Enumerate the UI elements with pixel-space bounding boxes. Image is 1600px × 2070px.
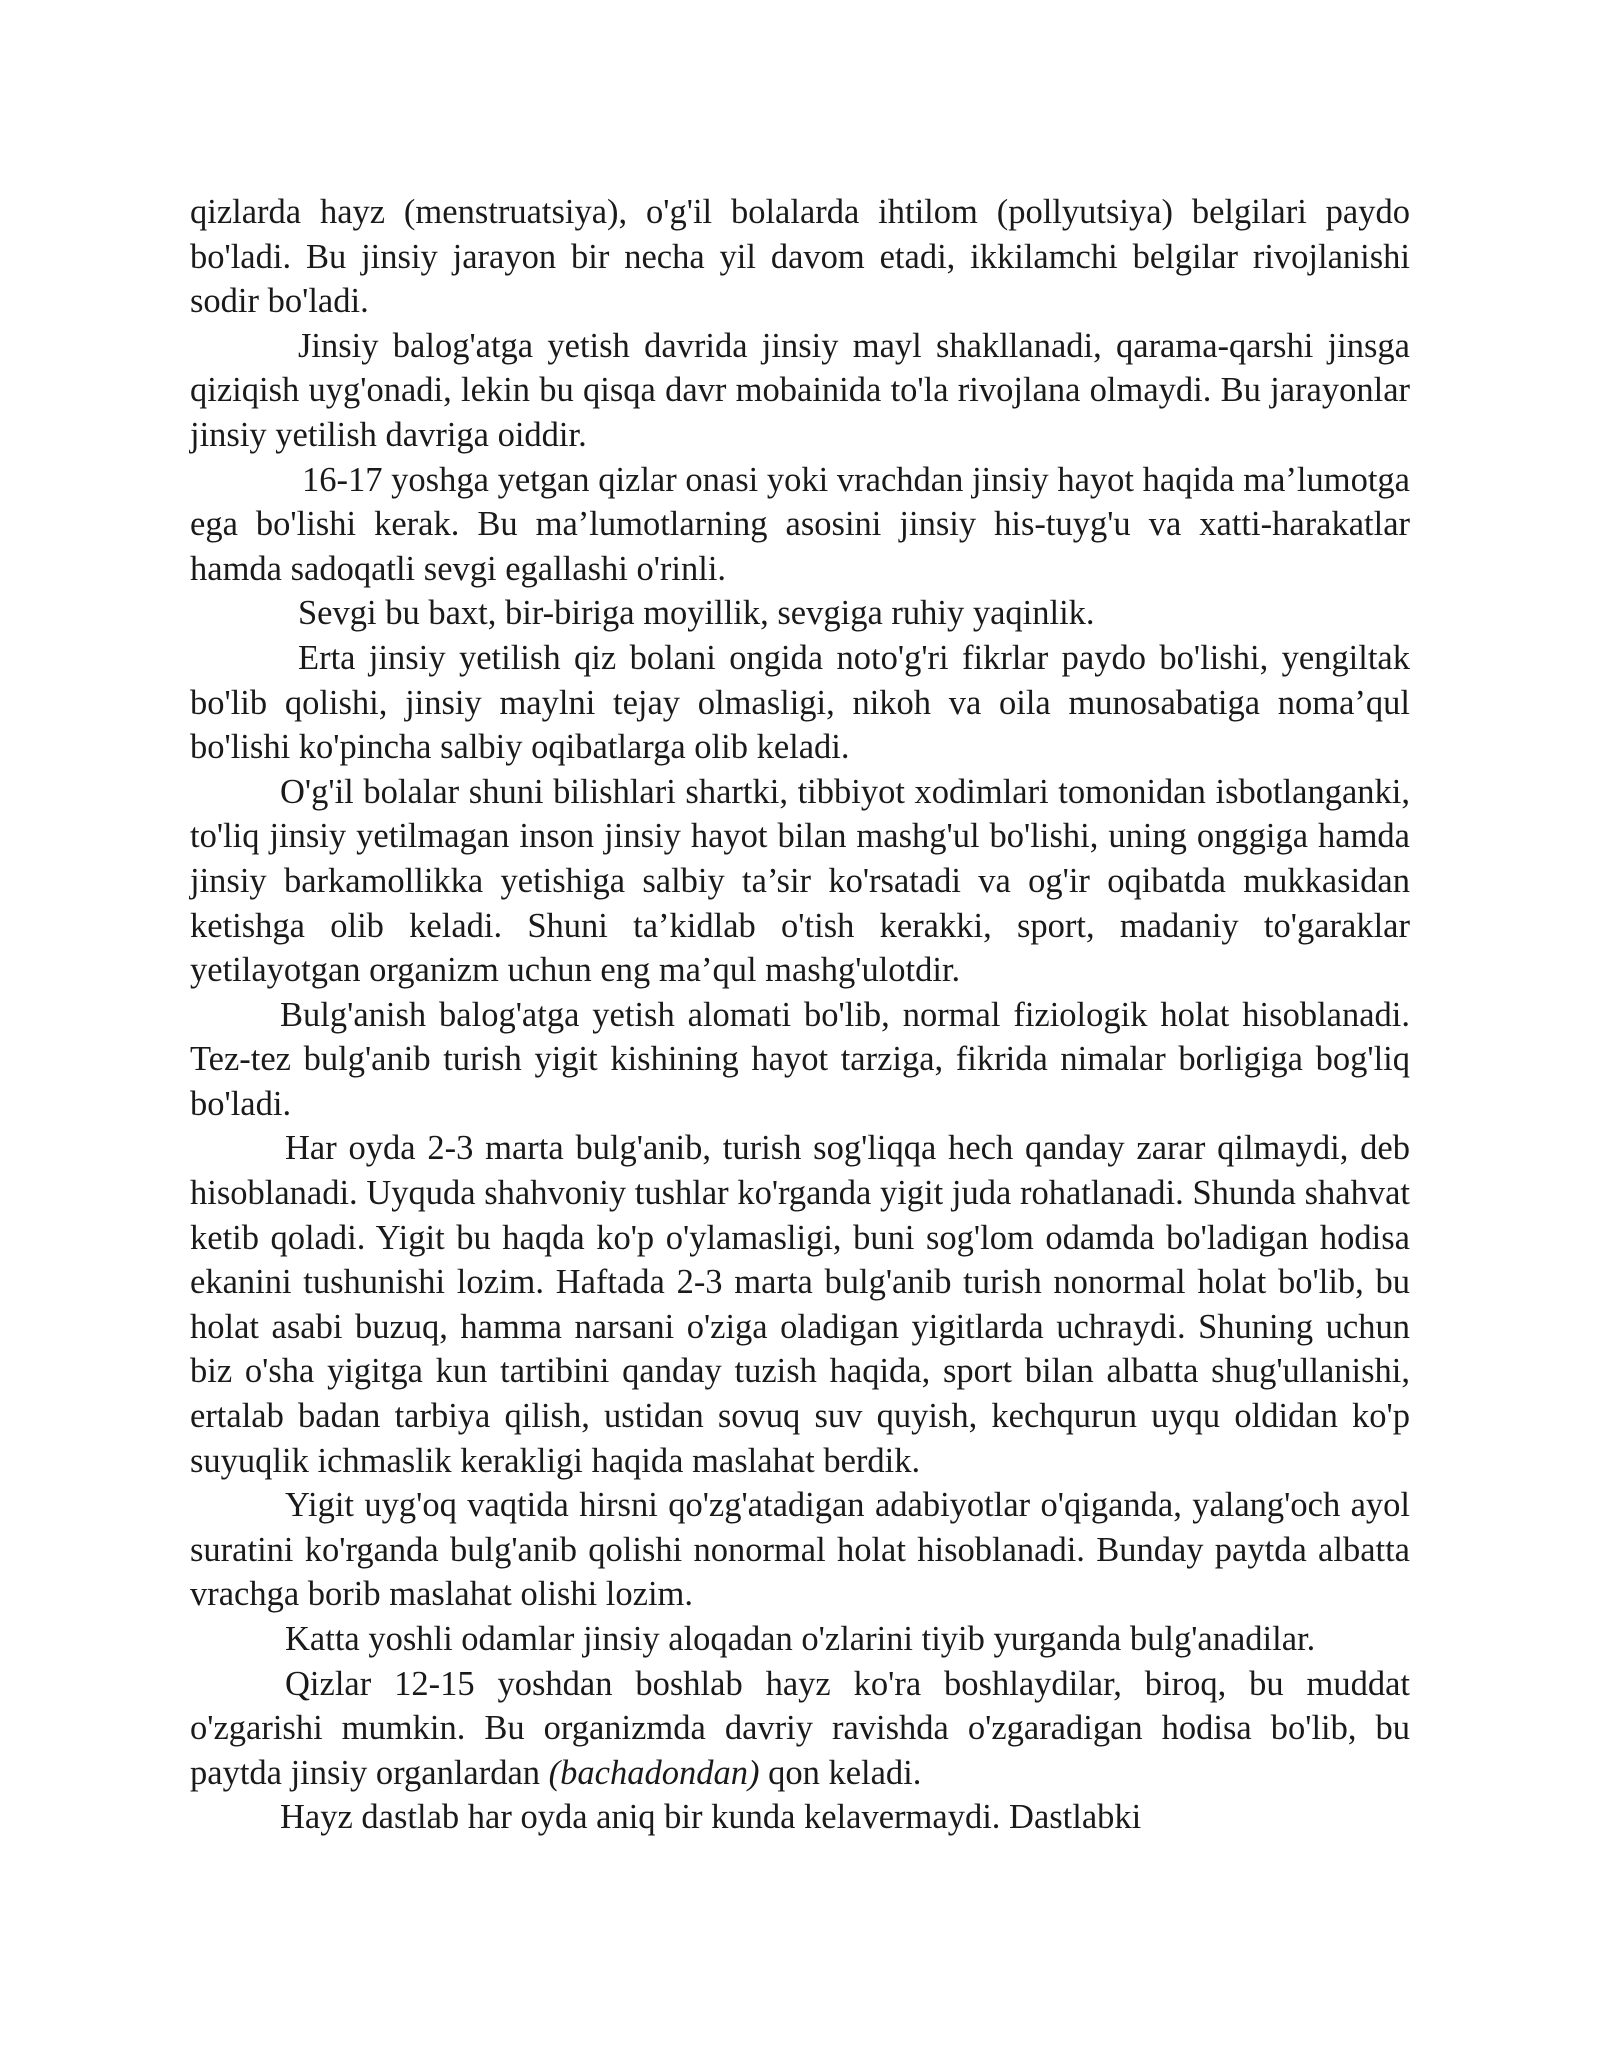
paragraph-7: Bulg'anish balog'atga yetish alomati bo'lib, normal fiziologik holat hisoblanadi. Tez-tez bulg'anib turish yigit kishining hayot tarziga, fikrida nimalar borligiga bog'liq bo'ladi. — [190, 995, 1410, 1123]
document-page — [190, 190, 1410, 1840]
paragraph-3: 16-17 yoshga yetgan qizlar onasi yoki vrachdan jinsiy hayot haqida ma’lumotga ega bo'lishi kerak. Bu ma’lumotlarning asosini jinsiy his-tuyg'u va xatti-harakatlar hamda sadoqatli sevgi egallashi o'rinli. — [190, 460, 1410, 588]
paragraph-2: Jinsiy balog'atga yetish davrida jinsiy mayl shakllanadi, qarama-qarshi jinsga qiziqish uyg'onadi, lekin bu qisqa davr mobainida to'la rivojlana olmaydi. Bu jarayonlar jinsiy yetilish davriga oiddir. — [190, 326, 1410, 454]
paragraph-11-text-end: qon keladi. — [759, 1753, 922, 1792]
paragraph-11 — [190, 1662, 1410, 1796]
paragraph-11-text-start: Qizlar 12-15 yoshdan boshlab hayz ko'ra boshlaydilar, biroq, bu muddat o'zgarishi mumkin. Bu organizmda davriy ravishda o'zgaradigan hodisa bo'lib, bu paytda jinsiy organlardan — [190, 1664, 1410, 1792]
paragraph-9: Yigit uyg'oq vaqtida hirsni qo'zg'atadigan adabiyotlar o'qiganda, yalang'och ayol suratini ko'rganda bulg'anib qolishi nonormal holat hisoblanadi. Bunday paytda albatta vrachga borib maslahat olishi lozim. — [190, 1486, 1410, 1614]
paragraph-11-italic-term: (bachadondan) — [548, 1753, 760, 1792]
paragraph-5: Erta jinsiy yetilish qiz bolani ongida noto'g'ri fikrlar paydo bo'lishi, yengiltak bo'lib qolishi, jinsiy maylni tejay olmasligi, nikoh va oila munosabatiga noma’qul bo'lishi ko'pincha salbiy oqibatlarga olib keladi. — [190, 638, 1410, 767]
paragraph-12: Hayz dastlab har oyda aniq bir kunda kelavermaydi. Dastlabki — [280, 1798, 1142, 1837]
paragraph-6: O'g'il bolalar shuni bilishlari shartki, tibbiyot xodimlari tomonidan isbotlanganki, to'liq jinsiy yetilmagan inson jinsiy hayot bilan mashg'ul bo'lishi, uning onggiga hamda jinsiy barkamollikka yetishiga salbiy ta’sir ko'rsatadi va og'ir oqibatda mukkasidan ketishga olib keladi. Shuni ta’kidlab o'tish kerakki, sport, madaniy to'garaklar yetilayotgan organizm uchun eng ma’qul mashg'ulotdir. — [190, 772, 1410, 990]
paragraph-1: qizlarda hayz (menstruatsiya), o'g'il bolalarda ihtilom (pollyutsiya) belgilari paydo bo'ladi. Bu jinsiy jarayon bir necha yil davom etadi, ikkilamchi belgilar rivojlanishi sodir bo'ladi. — [190, 193, 1410, 321]
paragraph-4: Sevgi bu baxt, bir-biriga moyillik, sevgiga ruhiy yaqinlik. — [298, 594, 1095, 633]
paragraph-10: Katta yoshli odamlar jinsiy aloqadan o'zlarini tiyib yurganda bulg'anadilar. — [285, 1620, 1316, 1658]
paragraph-8: Har oyda 2-3 marta bulg'anib, turish sog'liqqa hech qanday zarar qilmaydi, deb hisoblanadi. Uyquda shahvoniy tushlar ko'rganda yigit juda rohatlanadi. Shunda shahvat ketib qoladi. Yigit bu haqda ko'p o'ylamasligi, buni sog'lom odamda bo'ladigan hodisa ekanini tushunishi lozim. Haftada 2-3 marta bulg'anib turish nonormal holat bo'lib, bu holat asabi buzuq, hamma narsani o'ziga oladigan yigitlarda uchraydi. Shuning uchun biz o'sha yigitga kun tartibini qanday tuzish haqida, sport bilan albatta shug'ullanishi, ertalab badan tarbiya qilish, ustidan sovuq suv quyish, kechqurun uyqu oldidan ko'p suyuqlik ichmaslik kerakligi haqida maslahat berdik. — [190, 1129, 1410, 1480]
